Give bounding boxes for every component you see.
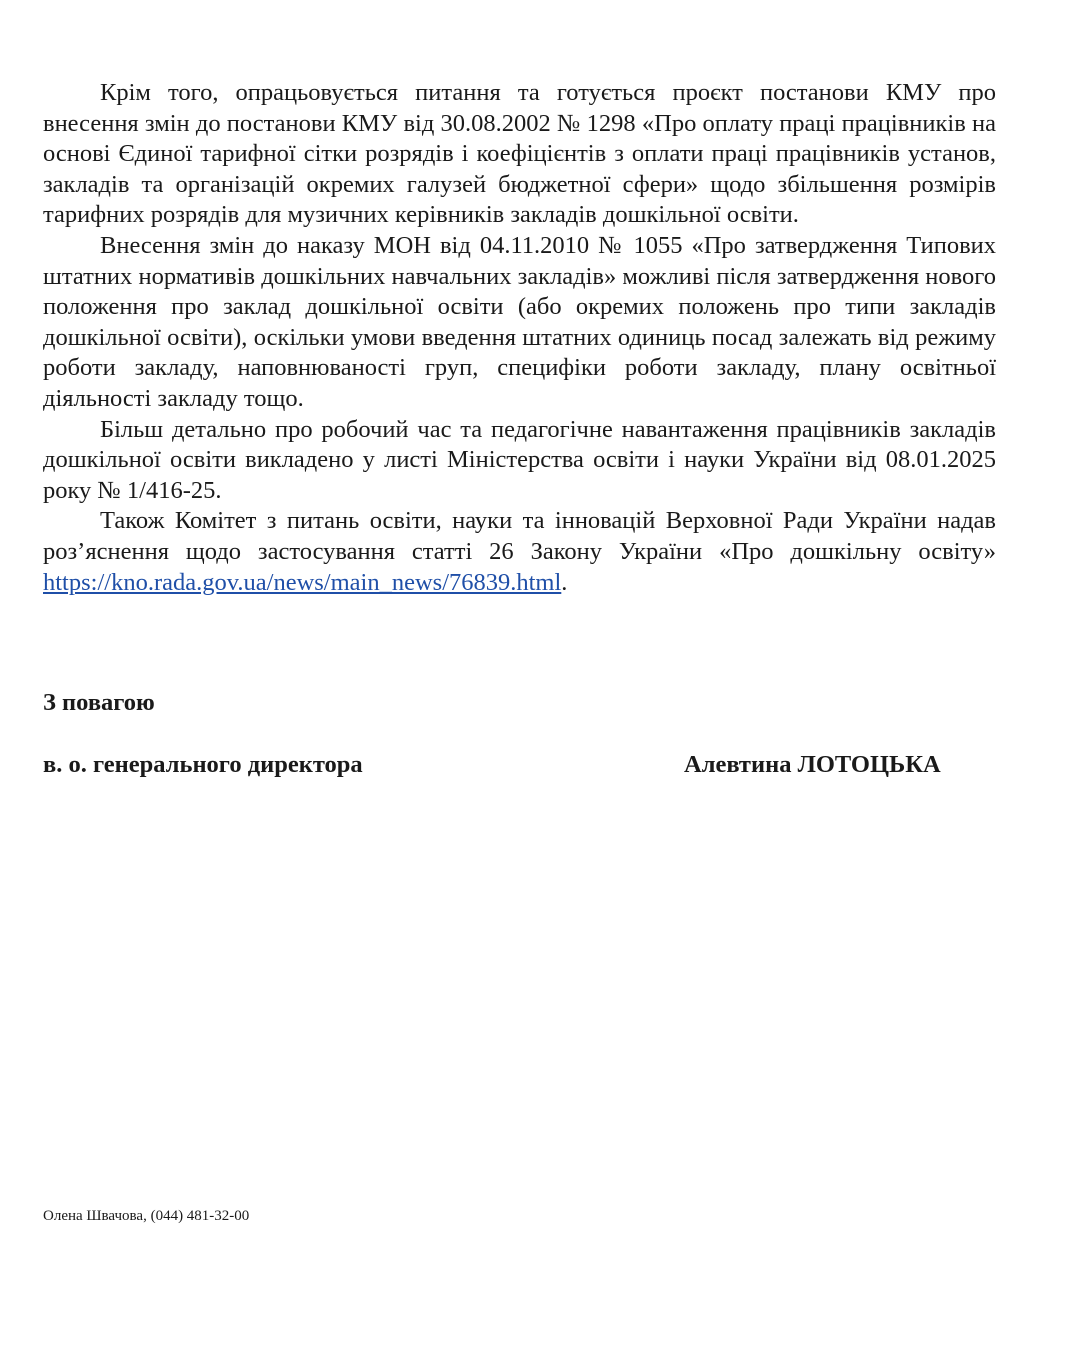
signatory-name: Алевтина ЛОТОЦЬКА (684, 751, 941, 778)
committee-clarification-text: Також Комітет з питань освіти, науки та інновацій Верховної Ради України надав роз’яснення щодо застосування статті 26 Закону України «Про дошкільну освіту» (43, 507, 996, 565)
letter-body (43, 78, 996, 598)
committee-news-link[interactable]: https://kno.rada.gov.ua/news/main_news/76839.html (43, 568, 562, 596)
paragraph-working-time: Більш детально про робочий час та педагогічне навантаження працівників закладів дошкільної освіти викладено у листі Міністерства освіти і науки України від 08.01.2025 року № 1/416-25. (43, 415, 996, 504)
paragraph-committee-clarification (43, 506, 996, 598)
closing-salutation: З повагою (43, 689, 155, 716)
executor-contact: Олена Швачова, (044) 481-32-00 (43, 1208, 250, 1224)
signatory-title: в. о. генерального директора (43, 751, 363, 778)
paragraph-staffing-order: Внесення змін до наказу МОН від 04.11.2010 № 1055 «Про затвердження Типових штатних нормативів дошкільних навчальних закладів» можливі після затвердження нового положення про заклад дошкільної освіти (або окремих положень про типи закладів дошкільної освіти), оскільки умови введення штатних одиниць посад залежать від режиму роботи закладу, наповнюваності груп, специфіки роботи закладу, плану освітньої діяльності закладу тощо. (43, 231, 996, 412)
paragraph-resolution-draft: Крім того, опрацьовується питання та готується проєкт постанови КМУ про внесення змін до постанови КМУ від 30.08.2002 № 1298 «Про оплату праці працівників на основі Єдиної тарифної сітки розрядів і коефіцієнтів з оплати праці працівників установ, закладів та організацій окремих галузей бюджетної сфери» щодо збільшення розмірів тарифних розрядів для музичних керівників закладів дошкільної освіти. (43, 79, 996, 229)
paragraph-end-period: . (561, 568, 568, 596)
